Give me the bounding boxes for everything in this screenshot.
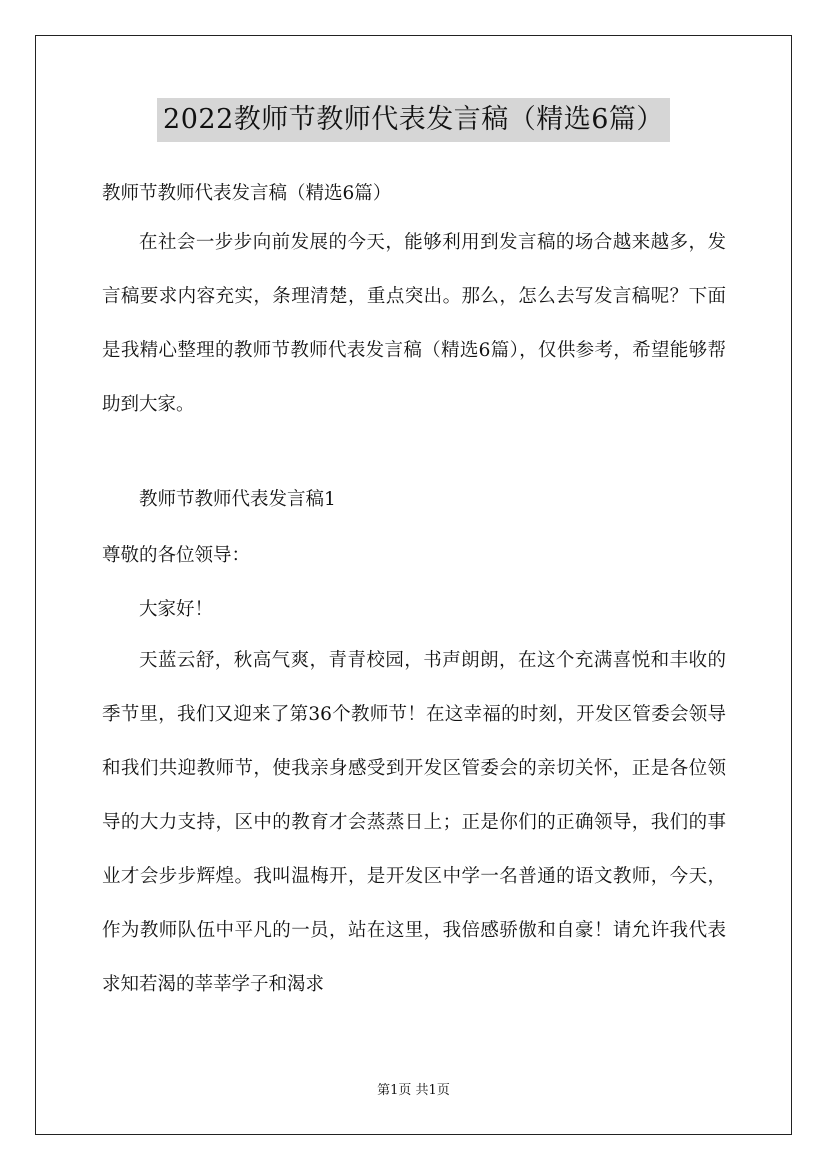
greeting: 大家好！ xyxy=(139,599,214,620)
document-title: 2022教师节教师代表发言稿（精选6篇） xyxy=(157,98,670,142)
document-body xyxy=(102,176,726,1012)
intro-paragraph: 在社会一步步向前发展的今天，能够利用到发言稿的场合越来越多，发言稿要求内容充实，条理清楚，重点突出。那么，怎么去写发言稿呢？下面是我精心整理的教师节教师代表发言稿（精选6篇），仅供参考，希望能够帮助到大家。 xyxy=(102,232,726,415)
title-wrap xyxy=(0,98,827,142)
section-title: 教师节教师代表发言稿1 xyxy=(139,489,336,510)
body-paragraph: 天蓝云舒，秋高气爽，青青校园，书声朗朗，在这个充满喜悦和丰收的季节里，我们又迎来了第36个教师节！在这幸福的时刻，开发区管委会领导和我们共迎教师节，使我亲身感受到开发区管委会的亲切关怀，正是各位领导的大力支持，区中的教育才会蒸蒸日上；正是你们的正确领导，我们的事业才会步步辉煌。我叫温梅开，是开发区中学一名普通的语文教师，今天，作为教师队伍中平凡的一员，站在这里，我倍感骄傲和自豪！请允许我代表求知若渴的莘莘学子和渴求 xyxy=(102,650,726,995)
salutation: 尊敬的各位领导： xyxy=(102,545,251,566)
page-footer: 第1页 共1页 xyxy=(377,1083,450,1098)
document-subtitle: 教师节教师代表发言稿（精选6篇） xyxy=(102,183,392,204)
